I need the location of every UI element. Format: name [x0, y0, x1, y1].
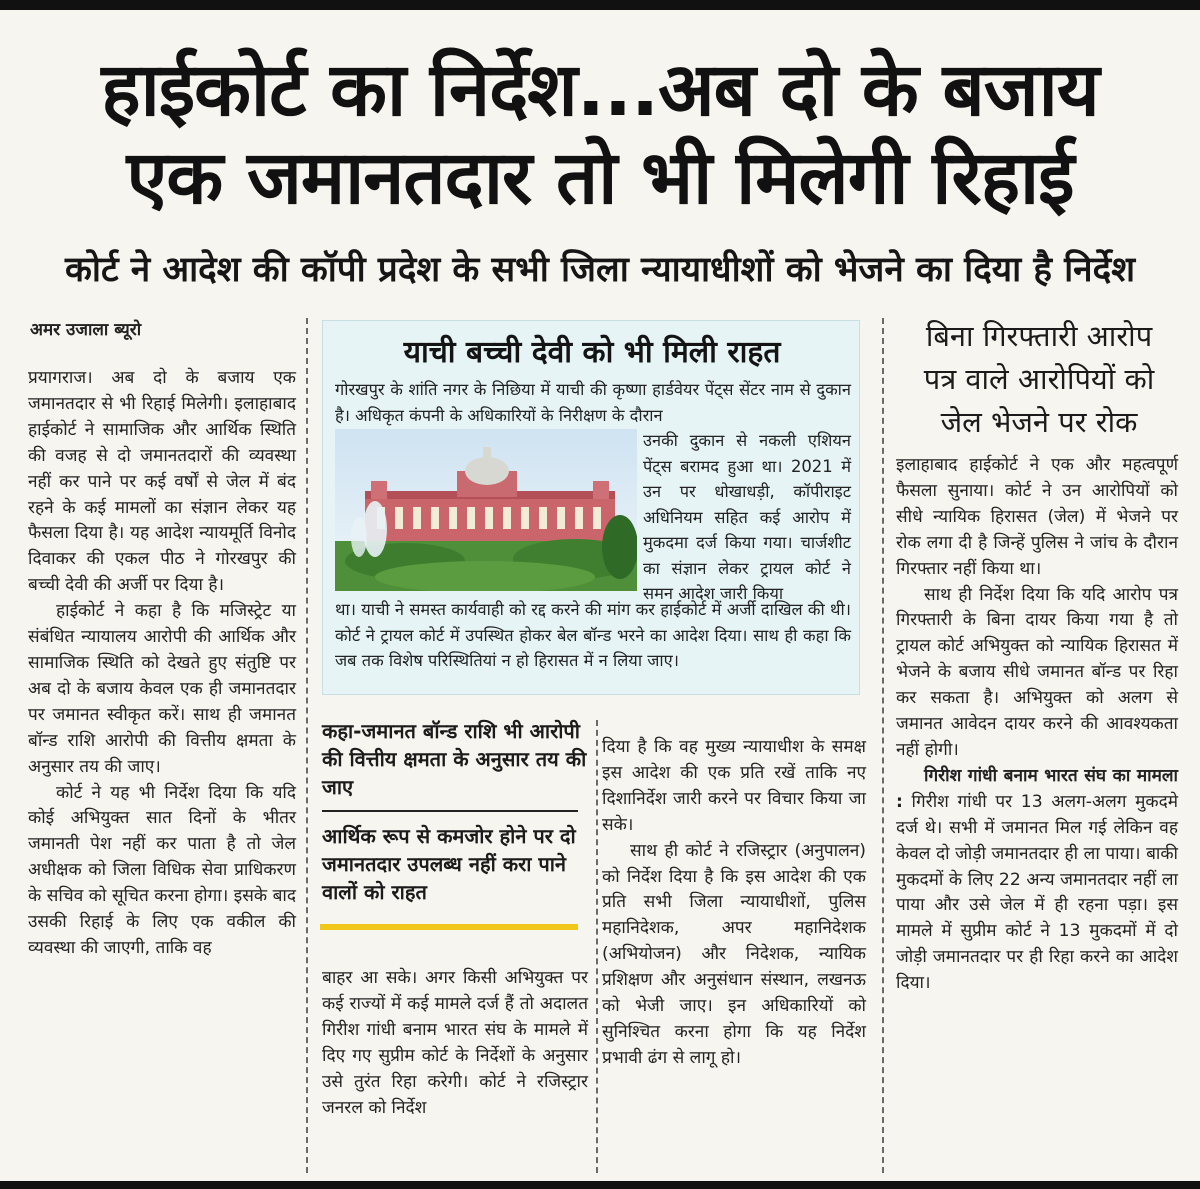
byline: अमर उजाला ब्यूरो	[30, 320, 142, 340]
yellow-accent-bar	[320, 924, 578, 930]
highlight-bond-amount: कहा-जमानत बॉन्ड राशि भी आरोपी की वित्तीय क्षमता के अनुसार तय की जाए	[322, 719, 587, 799]
high-court-building-image	[335, 429, 637, 591]
middle-a-paragraph: बाहर आ सके। अगर किसी अभियुक्त पर कई राज्यों में कई मामले दर्ज हैं तो अदालत गिरीश गांधी बनाम भारत संघ के मामले में दिए गए सुप्रीम कोर्ट के निर्देशों के अनुसार उसे तुरंत रिहा करेगी। कोर्ट ने रजिस्ट्रार जनरल को निर्देश	[322, 968, 588, 1118]
right-paragraph-3	[896, 764, 1178, 997]
column-divider-middle	[596, 720, 598, 1173]
case-title: गिरीश गांधी बनाम भारत संघ का मामला :	[896, 765, 1178, 812]
left-column	[28, 366, 296, 962]
bottom-frame-bar	[0, 1181, 1200, 1189]
headline	[0, 46, 1200, 222]
right-title-line-3: जेल भेजने पर रोक	[940, 405, 1138, 439]
left-paragraph-1: प्रयागराज। अब दो के बजाय एक जमानतदार से भी रिहाई मिलेगी। इलाहाबाद हाईकोर्ट ने सामाजिक और आर्थिक स्थिति की वजह से दो जमानतदारों की व्यवस्था नहीं कर पाने पर कई वर्षों से जेल में बंद रहने के कई मामलों का संज्ञान लेकर यह फैसला दिया है। यह आदेश न्यायमूर्ति विनोद दिवाकर की एकल पीठ ने गोरखपुर की बच्ची देवी की अर्जी पर दिया है।	[28, 368, 296, 596]
right-paragraph-1: इलाहाबाद हाईकोर्ट ने एक और महत्वपूर्ण फैसला सुनाया। कोर्ट ने उन आरोपियों को सीधे न्यायिक हिरासत (जेल) में भेजने पर रोक लगा दी है जिन्हें पुलिस ने जांच के दौरान गिरफ्तार नहीं किया था।	[896, 455, 1178, 579]
left-paragraph-3: कोर्ट ने यह भी निर्देश दिया कि यदि कोई अभियुक्त सात दिनों के भीतर जमानती पेश नहीं कर पाता है तो जेल अधीक्षक को जिला विधिक सेवा प्राधिकरण के सचिव को सूचित करना होगा। इसके बाद उसकी रिहाई के लिए एक वकील की व्यवस्था की जाएगी, ताकि वह	[28, 782, 296, 958]
subheadline: कोर्ट ने आदेश की कॉपी प्रदेश के सभी जिला न्यायाधीशों को भेजने का दिया है निर्देश	[65, 250, 1135, 290]
headline-line-1: हाईकोर्ट का निर्देश...अब दो के बजाय	[101, 47, 1099, 133]
box-text-right: उनकी दुकान से नकली एशियन पेंट्स बरामद हुआ था। 2021 में उन पर धोखाधड़ी, कॉपीराइट अधिनियम सहित कई आरोप में मुकदमा दर्ज किया गया। चार्जशीट का संज्ञान लेकर ट्रायल कोर्ट ने समन आदेश जारी किया	[643, 431, 851, 603]
highlight-relief: आर्थिक रूप से कमजोर होने पर दो जमानतदार उपलब्ध नहीं करा पाने वालों को राहत	[322, 824, 576, 904]
sidebar-box	[322, 320, 860, 695]
box-text-bottom: था। याची ने समस्त कार्यवाही को रद्द करने की मांग कर हाईकोर्ट में अर्जी दाखिल की थी। कोर्ट ने ट्रायल कोर्ट में उपस्थित होकर बेल बॉन्ड भरने का आदेश दिया। साथ ही कहा कि जब तक विशेष परिस्थितियां न हो हिरासत में न लिया जाए।	[335, 600, 851, 670]
headline-line-2: एक जमानतदार तो भी मिलेगी रिहाई	[126, 135, 1074, 221]
right-column	[896, 453, 1178, 997]
box-text-top: गोरखपुर के शांति नगर के निछिया में याची की कृष्णा हार्डवेयर पेंट्स सेंटर नाम से दुकान है। अधिकृत कंपनी के अधिकारियों के निरीक्षण के दौरान	[335, 380, 851, 425]
middle-b-paragraph-2: साथ ही कोर्ट ने रजिस्ट्रार (अनुपालन) को निर्देश दिया है कि इस आदेश की एक प्रति सभी जिला न्यायाधीशों, पुलिस महानिदेशक, अपर महानिदेशक (अभियोजन) और निदेशक, न्यायिक प्रशिक्षण और अनुसंधान संस्थान, लखनऊ को भेजी जाए। इन अधिकारियों को सुनिश्चित करना होगा कि यह निर्देश प्रभावी ढंग से लागू हो।	[602, 840, 866, 1068]
column-divider-left	[306, 318, 308, 1173]
right-title-line-1: बिना गिरफ्तारी आरोप	[925, 319, 1153, 353]
right-title-line-2: पत्र वाले आरोपियों को	[923, 362, 1155, 396]
middle-b-paragraph-1: दिया है कि वह मुख्य न्यायाधीश के समक्ष इस आदेश की एक प्रति रखें ताकि नए दिशानिर्देश जारी करने पर विचार किया जा सके।	[602, 737, 866, 835]
box-title: याची बच्ची देवी को भी मिली राहत	[403, 335, 781, 370]
case-text: गिरीश गांधी पर 13 अलग-अलग मुकदमे दर्ज थे। सभी में जमानत मिल गई लेकिन वह केवल दो जोड़ी जमानतदार ही ला पाया। बाकी मुकदमों के लिए 22 अन्य जमानतदार नहीं ला पाया और उसे जेल में ही रहना पड़ा। इस मामले में सुप्रीम कोर्ट ने 13 मुकदमों में दो जोड़ी जमानतदार पर ही रिहा करने का आदेश दिया।	[896, 791, 1178, 994]
top-frame-bar	[0, 0, 1200, 10]
right-article-title	[894, 315, 1184, 444]
left-paragraph-2: हाईकोर्ट ने कहा है कि मजिस्ट्रेट या संबंधित न्यायालय आरोपी की आर्थिक और सामाजिक स्थिति को देखते हुए संतुष्टि पर अब दो के बजाय केवल एक ही जमानतदार पर जमानत स्वीकृत करें। साथ ही जमानत बॉन्ड राशि आरोपी की वित्तीय क्षमता के अनुसार तय की जाए।	[28, 601, 296, 777]
highlight-divider	[322, 810, 578, 812]
right-paragraph-2: साथ ही निर्देश दिया कि यदि आरोप पत्र गिरफ्तारी के बिना दायर किया गया है तो ट्रायल कोर्ट अभियुक्त को न्यायिक हिरासत में भेजने के बजाय सीधे जमानत बॉन्ड पर रिहा कर सकता है। अभियुक्त को अलग से जमानत आवेदन दायर करने की आवश्यकता नहीं होगी।	[896, 584, 1178, 760]
middle-column-b	[602, 735, 866, 1072]
middle-column-a	[322, 966, 588, 1121]
column-divider-right	[882, 318, 884, 1173]
